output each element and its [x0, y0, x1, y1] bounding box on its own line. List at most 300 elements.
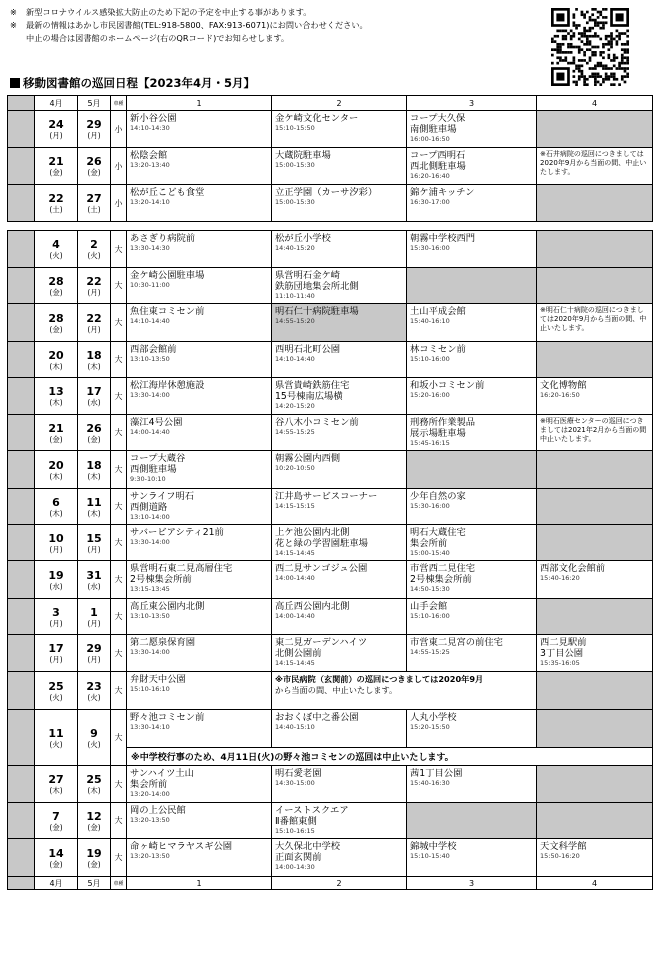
may-date — [78, 378, 111, 415]
route-type: 小 — [111, 148, 127, 185]
april-date — [35, 415, 78, 451]
stop-name: 山手会館 — [410, 601, 448, 612]
stop-name: 明石大蔵住宅 — [410, 527, 466, 538]
schedule-row — [8, 185, 653, 222]
stop-name: 松陰会館 — [130, 150, 168, 161]
april-date — [35, 803, 78, 839]
empty-cell — [537, 451, 653, 489]
stop-time: 14:00-14:40 — [130, 428, 170, 436]
stop-name: 15号棟南広場横 — [275, 391, 343, 402]
stop-time: 13:10-13:50 — [130, 612, 170, 620]
weekday: (水) — [87, 398, 101, 407]
stop-cell — [127, 766, 272, 803]
stop-cell — [537, 839, 653, 877]
stop-name: 野々池コミセン前 — [130, 712, 205, 723]
stop-time: 14:00-14:40 — [275, 574, 315, 582]
qr-code-icon[interactable] — [551, 8, 629, 86]
stop-name: 魚住東コミセン前 — [130, 306, 205, 317]
stop-cell — [127, 342, 272, 378]
may-date — [78, 710, 111, 766]
stop-name: 正面玄関前 — [275, 852, 322, 863]
schedule-row — [8, 766, 653, 803]
stop-name: 西部会館前 — [130, 344, 177, 355]
stop-time: 15:00-15:30 — [275, 161, 315, 169]
stop-note: ※明石仁十病院の巡回につきましては2020年9月から当面の間、中止いたします。 — [540, 306, 647, 332]
april-date — [35, 672, 78, 710]
may-date — [78, 803, 111, 839]
weekday: (水) — [49, 581, 63, 591]
row-number-cell — [8, 304, 35, 342]
stop-name: 県営明石金ケ崎 — [275, 270, 341, 281]
empty-cell — [537, 525, 653, 561]
row-number-cell — [8, 599, 35, 635]
weekday: (金) — [49, 324, 63, 334]
weekday: (月) — [49, 655, 63, 664]
stop-time: 13:20-13:50 — [130, 816, 170, 824]
stop-name: 文化博物館 — [540, 380, 587, 391]
stop-name: 西部文化会館前 — [540, 563, 606, 574]
stop-name: 谷八木小コミセン前 — [275, 417, 359, 428]
weekday: (木) — [87, 508, 101, 518]
stop-time: 15:35-16:05 — [540, 659, 580, 667]
stop-time: 15:20-15:50 — [410, 723, 450, 731]
stop-time: 14:10-14:40 — [130, 317, 170, 325]
route-header: 車種 — [111, 96, 127, 111]
weekday: (月) — [49, 131, 63, 140]
route-type: 大 — [111, 635, 127, 672]
schedule-row — [8, 415, 653, 451]
column-c4-header: 4 — [537, 96, 653, 111]
stop-time: 15:45-16:15 — [410, 439, 450, 447]
notice-line — [10, 19, 530, 32]
stop-name: 集会所前 — [130, 779, 168, 790]
column-c3-header: 3 — [407, 96, 537, 111]
april-date — [35, 710, 78, 766]
stop-time: 10:30-11:00 — [130, 281, 170, 289]
route-type: 大 — [111, 599, 127, 635]
weekday: (木) — [87, 361, 101, 371]
april-date — [35, 342, 78, 378]
weekday: (木) — [49, 471, 63, 481]
date-number: 25 — [86, 773, 102, 786]
empty-cell — [537, 231, 653, 268]
notice-text: 新型コロナウイルス感染拡大防止のため下記の予定を中止する事があります。 — [26, 7, 312, 17]
date-number: 6 — [52, 495, 60, 509]
stop-time: 14:15-14:45 — [275, 549, 315, 557]
weekday: (土) — [87, 205, 101, 214]
stop-name: 岡の上公民館 — [130, 805, 186, 816]
stop-time: 15:00-15:30 — [275, 198, 315, 206]
stop-name: サバービアシティ21前 — [130, 527, 224, 538]
date-number: 19 — [86, 846, 102, 860]
stop-time: 14:40-15:20 — [275, 244, 315, 252]
stop-cell — [407, 231, 537, 268]
date-number: 7 — [52, 809, 60, 823]
schedule-row — [8, 489, 653, 525]
stop-time: 11:10-11:40 — [275, 292, 315, 300]
apr-header: 4月 — [35, 96, 78, 111]
may-date — [78, 525, 111, 561]
stop-cell — [407, 148, 537, 185]
date-number: 14 — [48, 846, 64, 860]
stop-cell — [407, 415, 537, 451]
stop-cell — [272, 561, 407, 599]
stop-cell — [272, 378, 407, 415]
hospital-note: から当面の間、中止いたします。 — [275, 685, 398, 695]
route-type: 大 — [111, 342, 127, 378]
weekday: (木) — [49, 398, 63, 407]
row-number-cell — [8, 185, 35, 222]
stop-time: 13:15-13:45 — [130, 585, 170, 593]
row-number-cell — [8, 111, 35, 148]
stop-time: 15:10-15:40 — [410, 852, 450, 860]
date-number: 22 — [48, 192, 64, 205]
empty-cell — [537, 672, 653, 710]
stop-time: 13:20-14:00 — [130, 790, 170, 798]
stop-name: コープ大久保 — [410, 113, 466, 124]
schedule-row — [8, 148, 653, 185]
date-number: 26 — [86, 421, 102, 435]
may-date — [78, 268, 111, 304]
stop-time: 14:10-14:30 — [130, 124, 170, 132]
stop-name: あさぎり病院前 — [130, 233, 196, 244]
may-date — [78, 231, 111, 268]
may-date — [78, 415, 111, 451]
stop-name: 2号棟集会所前 — [130, 574, 192, 585]
stop-cell — [272, 635, 407, 672]
stop-cell — [127, 148, 272, 185]
may-header: 5月 — [78, 96, 111, 111]
stop-time: 15:40-16:10 — [410, 317, 450, 325]
stop-cell — [272, 185, 407, 222]
may-date — [78, 489, 111, 525]
april-date — [35, 839, 78, 877]
date-number: 31 — [86, 568, 102, 582]
may-date — [78, 304, 111, 342]
stop-time: 16:30-17:00 — [410, 198, 450, 206]
stop-cell — [272, 839, 407, 877]
stop-cell — [537, 378, 653, 415]
april-date — [35, 599, 78, 635]
route-type: 大 — [111, 489, 127, 525]
empty-cell — [407, 803, 537, 839]
stop-name: 明石仁十病院駐車場 — [275, 306, 359, 317]
weekday: (土) — [49, 205, 63, 214]
date-number: 17 — [48, 642, 64, 655]
hospital-note-cell — [272, 672, 537, 710]
stop-cell — [127, 525, 272, 561]
stop-name: 高丘西公園内北側 — [275, 601, 350, 612]
april-date — [35, 304, 78, 342]
date-number: 12 — [86, 809, 102, 823]
stop-cell — [127, 561, 272, 599]
stop-time: 13:10-14:00 — [130, 513, 170, 521]
stop-cell — [272, 525, 407, 561]
row-number-cell — [8, 710, 35, 766]
stop-time: 13:30-14:00 — [130, 391, 170, 399]
title-text: 移動図書館の巡回日程【2023年4月・5月】 — [23, 76, 256, 90]
stop-time: 13:30-14:00 — [130, 648, 170, 656]
notice-text: 中止の場合は図書館のホームページ(右のQRコード)でお知らせします。 — [26, 33, 290, 43]
route-type: 大 — [111, 839, 127, 877]
stop-name: 刑務所作業製品 — [410, 417, 476, 428]
stop-name: 2号棟集会所前 — [410, 574, 472, 585]
date-number: 9 — [90, 726, 98, 740]
table-header — [8, 96, 653, 111]
stop-name: 集会所前 — [410, 538, 448, 549]
stop-name: 東二見ガーデンハイツ — [275, 637, 368, 648]
may-date — [78, 561, 111, 599]
stop-name: 南側駐車場 — [410, 124, 457, 135]
stop-name: 松が丘小学校 — [275, 233, 331, 244]
date-number: 20 — [48, 458, 64, 472]
may-date — [78, 111, 111, 148]
date-number: 15 — [86, 531, 102, 545]
stop-cell — [272, 489, 407, 525]
stop-name: 弁財天中公園 — [130, 674, 186, 685]
stop-name: 天文科学館 — [540, 841, 587, 852]
stop-cell — [537, 561, 653, 599]
route-type: 大 — [111, 803, 127, 839]
table-footer — [8, 877, 653, 890]
april-date — [35, 766, 78, 803]
stop-time: 13:20-13:40 — [130, 161, 170, 169]
date-number: 27 — [48, 773, 64, 786]
stop-cell — [272, 148, 407, 185]
apr-header: 4月 — [35, 877, 78, 890]
stop-time: 13:10-13:50 — [130, 355, 170, 363]
gap-cell — [8, 222, 653, 231]
stop-note: ※明石医療センターの巡回につきましては2021年2月から当面の間中止いたします。 — [540, 417, 647, 443]
stop-name: 花と緑の学習園駐車場 — [275, 538, 368, 549]
hospital-note: ※市民病院（玄関前）の巡回につきましては2020年9月 — [275, 674, 484, 684]
date-number: 23 — [86, 679, 102, 693]
april-date — [35, 489, 78, 525]
page-title — [10, 75, 255, 91]
schedule-row — [8, 304, 653, 342]
date-number: 28 — [48, 274, 64, 288]
schedule-row — [8, 710, 653, 748]
notice-mark: ※ — [10, 20, 17, 30]
stop-name: 西二見サンゴジュ公園 — [275, 563, 368, 574]
schedule-row — [8, 268, 653, 304]
stop-name: コープ西明石 — [410, 150, 466, 161]
schedule-table — [7, 95, 653, 890]
stop-name: サンライフ明石 — [130, 491, 195, 502]
row-number-cell — [8, 451, 35, 489]
stop-name: 鉄筋団地集会所北側 — [275, 281, 359, 292]
weekday: (火) — [87, 692, 101, 702]
stop-name: 大久保北中学校 — [275, 841, 341, 852]
route-type: 大 — [111, 525, 127, 561]
stop-name: 金ケ崎公園駐車場 — [130, 270, 205, 281]
stop-name: 朝霧公園内西側 — [275, 453, 341, 464]
may-date — [78, 342, 111, 378]
notice-mark: ※ — [10, 7, 17, 17]
date-number: 22 — [86, 274, 102, 288]
stop-time: 15:30-16:00 — [410, 244, 450, 252]
weekday: (月) — [87, 544, 101, 554]
stop-name: 江井島サービスコーナー — [275, 491, 378, 502]
may-date — [78, 185, 111, 222]
route-type: 小 — [111, 111, 127, 148]
weekday: (火) — [87, 739, 101, 749]
april-date — [35, 185, 78, 222]
stop-name: 朝霧中学校西門 — [410, 233, 476, 244]
stop-time: 16:20-16:50 — [540, 391, 580, 399]
stop-name: 新小谷公園 — [130, 113, 177, 124]
date-number: 18 — [86, 348, 102, 362]
stop-cell — [272, 803, 407, 839]
stop-name: 北側公園前 — [275, 648, 322, 659]
weekday: (金) — [87, 434, 101, 444]
stop-name: コープ大蔵谷 — [130, 453, 186, 464]
weekday: (金) — [49, 168, 63, 177]
date-number: 25 — [48, 679, 64, 693]
date-number: 21 — [48, 421, 64, 435]
stop-time: 15:10-16:00 — [410, 612, 450, 620]
stop-time: 13:30-14:30 — [130, 244, 170, 252]
stop-cell — [127, 672, 272, 710]
stop-cell — [272, 451, 407, 489]
date-number: 11 — [86, 495, 102, 509]
may-date — [78, 451, 111, 489]
stop-cell — [537, 304, 653, 342]
stop-cell — [537, 635, 653, 672]
column-c3-header: 3 — [407, 877, 537, 890]
empty-cell — [537, 111, 653, 148]
stop-cell — [407, 839, 537, 877]
empty-cell — [407, 451, 537, 489]
schedule-row — [8, 342, 653, 378]
route-type: 大 — [111, 672, 127, 710]
stop-name: 県営貴崎鉄筋住宅 — [275, 380, 350, 391]
row-number-cell — [8, 766, 35, 803]
column-c2-header: 2 — [272, 877, 407, 890]
stop-time: 15:20-16:00 — [410, 391, 450, 399]
date-number: 27 — [86, 192, 102, 205]
may-header: 5月 — [78, 877, 111, 890]
section-gap — [8, 222, 653, 231]
stop-time: 15:40-16:30 — [410, 779, 450, 787]
schedule-row — [8, 839, 653, 877]
row-number-cell — [8, 148, 35, 185]
stop-time: 14:40-15:10 — [275, 723, 315, 731]
notices — [10, 6, 530, 45]
weekday: (月) — [49, 618, 63, 628]
weekday: (火) — [49, 251, 63, 260]
stop-name: 林コミセン前 — [410, 344, 466, 355]
stop-time: 15:10-16:15 — [275, 827, 315, 835]
route-type: 小 — [111, 185, 127, 222]
stop-name: 県営明石東二見高層住宅 — [130, 563, 233, 574]
route-type: 大 — [111, 378, 127, 415]
route-type: 大 — [111, 268, 127, 304]
row-number-cell — [8, 268, 35, 304]
notice-text: 最新の情報はあかし市民図書館(TEL:918-5800、FAX:913-6071)にお問い合わせください。 — [26, 20, 368, 30]
date-number: 19 — [48, 568, 64, 582]
stop-cell — [127, 803, 272, 839]
stop-cell — [537, 415, 653, 451]
stop-name: イーストスクエア — [275, 805, 349, 816]
route-type: 大 — [111, 451, 127, 489]
empty-cell — [537, 342, 653, 378]
stop-cell — [272, 342, 407, 378]
row-number-cell — [8, 231, 35, 268]
stop-cell — [407, 561, 537, 599]
row-number-cell — [8, 489, 35, 525]
april-date — [35, 561, 78, 599]
may-date — [78, 148, 111, 185]
stop-cell — [407, 710, 537, 748]
schedule-row — [8, 451, 653, 489]
april-date — [35, 451, 78, 489]
weekday: (金) — [49, 434, 63, 444]
weekday: (月) — [87, 131, 101, 140]
stop-name: 市営西二見住宅 — [410, 563, 476, 574]
stop-time: 14:55-15:25 — [410, 648, 450, 656]
stop-time: 15:10-16:00 — [410, 355, 450, 363]
stop-name: Ⅱ番館東側 — [275, 816, 317, 827]
empty-cell — [537, 185, 653, 222]
stop-time: 14:20-15:20 — [275, 402, 315, 410]
route-type: 大 — [111, 561, 127, 599]
date-number: 26 — [86, 155, 102, 168]
empty-cell — [407, 268, 537, 304]
stop-cell — [407, 342, 537, 378]
stop-time: 14:15-15:15 — [275, 502, 315, 510]
stop-time: 9:30-10:10 — [130, 475, 166, 483]
weekday: (月) — [87, 618, 101, 628]
weekday: (月) — [87, 324, 101, 334]
stop-time: 13:30-14:00 — [130, 538, 170, 546]
column-c1-header: 1 — [127, 877, 272, 890]
route-type: 大 — [111, 231, 127, 268]
april-date — [35, 231, 78, 268]
stop-cell — [272, 415, 407, 451]
date-number: 13 — [48, 385, 64, 398]
stop-cell — [127, 378, 272, 415]
stop-note: ※石井病院の巡回につきましては2020年9月から当面の間、中止いたします。 — [540, 150, 647, 176]
stop-name: 藻江4号公園 — [130, 417, 183, 428]
stop-cell — [272, 599, 407, 635]
stop-cell — [407, 766, 537, 803]
weekday: (金) — [49, 822, 63, 832]
stop-cell — [127, 231, 272, 268]
weekday: (金) — [49, 287, 63, 297]
route-type: 大 — [111, 710, 127, 766]
stop-cell — [127, 415, 272, 451]
stop-name: 展示場駐車場 — [410, 428, 466, 439]
weekday: (火) — [49, 692, 63, 702]
stop-time: 16:20-16:40 — [410, 172, 450, 180]
stop-cell — [407, 489, 537, 525]
weekday: (水) — [87, 581, 101, 591]
schedule-row — [8, 599, 653, 635]
row-number-cell — [8, 378, 35, 415]
stop-name: 西側道路 — [130, 502, 168, 513]
stop-cell — [127, 451, 272, 489]
april-date — [35, 378, 78, 415]
may-date — [78, 599, 111, 635]
weekday: (木) — [49, 508, 63, 518]
schedule-row — [8, 803, 653, 839]
weekday: (金) — [87, 859, 101, 869]
weekday: (金) — [87, 822, 101, 832]
row-number-cell — [8, 342, 35, 378]
stop-time: 15:10-16:10 — [130, 685, 170, 693]
empty-cell — [537, 710, 653, 748]
